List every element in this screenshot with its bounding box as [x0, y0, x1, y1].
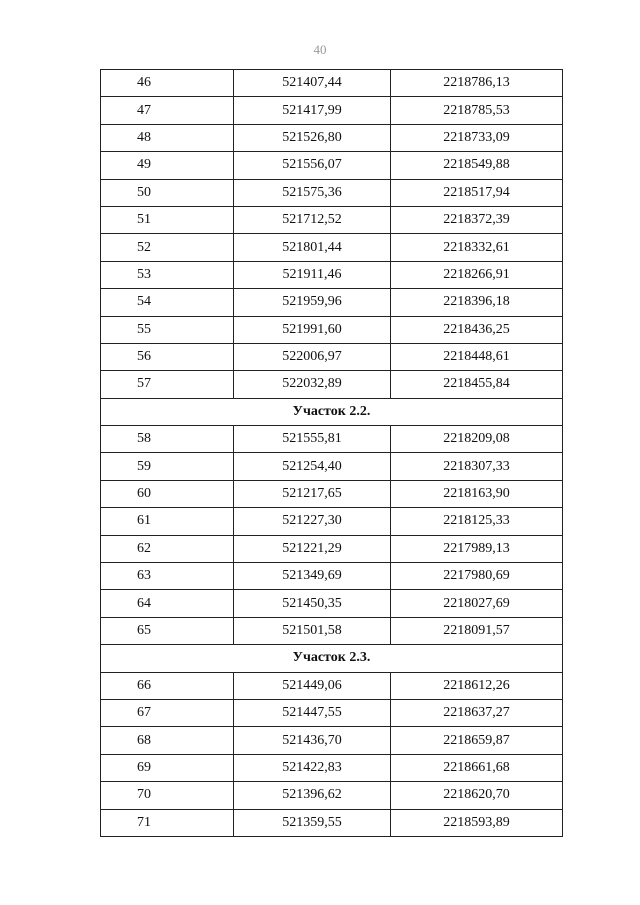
y-coordinate-cell: 2218372,39: [391, 206, 563, 233]
x-coordinate-cell: 521407,44: [234, 70, 391, 97]
y-coordinate-cell: 2218027,69: [391, 590, 563, 617]
table-row: [101, 727, 563, 754]
y-coordinate-cell: 2218396,18: [391, 289, 563, 316]
x-coordinate-cell: 521436,70: [234, 727, 391, 754]
point-number-cell: 56: [101, 343, 234, 370]
y-coordinate-cell: 2218448,61: [391, 343, 563, 370]
y-coordinate-cell: 2218786,13: [391, 70, 563, 97]
point-number-cell: 69: [101, 754, 234, 781]
table-row: [101, 426, 563, 453]
table-row: [101, 809, 563, 836]
point-number-cell: 49: [101, 152, 234, 179]
table-row: [101, 152, 563, 179]
point-number-cell: 60: [101, 480, 234, 507]
table-row: [101, 234, 563, 261]
point-number-cell: 57: [101, 371, 234, 398]
y-coordinate-cell: 2218612,26: [391, 672, 563, 699]
point-number-cell: 63: [101, 563, 234, 590]
point-number-cell: 51: [101, 206, 234, 233]
x-coordinate-cell: 521422,83: [234, 754, 391, 781]
x-coordinate-cell: 521555,81: [234, 426, 391, 453]
table-row: [101, 590, 563, 617]
point-number-cell: 62: [101, 535, 234, 562]
table-row: [101, 343, 563, 370]
section-heading: Участок 2.3.: [101, 645, 563, 672]
table-row: [101, 371, 563, 398]
point-number-cell: 55: [101, 316, 234, 343]
x-coordinate-cell: 521227,30: [234, 508, 391, 535]
table-row: [101, 782, 563, 809]
point-number-cell: 64: [101, 590, 234, 617]
y-coordinate-cell: 2218549,88: [391, 152, 563, 179]
y-coordinate-cell: 2218620,70: [391, 782, 563, 809]
table-row: [101, 289, 563, 316]
y-coordinate-cell: 2218163,90: [391, 480, 563, 507]
y-coordinate-cell: 2218785,53: [391, 97, 563, 124]
point-number-cell: 71: [101, 809, 234, 836]
table-row: [101, 480, 563, 507]
point-number-cell: 67: [101, 699, 234, 726]
y-coordinate-cell: 2218125,33: [391, 508, 563, 535]
point-number-cell: 58: [101, 426, 234, 453]
coordinates-table-body: [101, 70, 563, 837]
y-coordinate-cell: 2218332,61: [391, 234, 563, 261]
y-coordinate-cell: 2218517,94: [391, 179, 563, 206]
x-coordinate-cell: 521556,07: [234, 152, 391, 179]
section-heading: Участок 2.2.: [101, 398, 563, 425]
x-coordinate-cell: 522006,97: [234, 343, 391, 370]
x-coordinate-cell: 521396,62: [234, 782, 391, 809]
table-row: [101, 97, 563, 124]
point-number-cell: 59: [101, 453, 234, 480]
x-coordinate-cell: 521991,60: [234, 316, 391, 343]
x-coordinate-cell: 521526,80: [234, 124, 391, 151]
x-coordinate-cell: 521911,46: [234, 261, 391, 288]
y-coordinate-cell: 2218307,33: [391, 453, 563, 480]
point-number-cell: 61: [101, 508, 234, 535]
table-row: [101, 206, 563, 233]
table-row: [101, 699, 563, 726]
point-number-cell: 48: [101, 124, 234, 151]
x-coordinate-cell: 521217,65: [234, 480, 391, 507]
x-coordinate-cell: 522032,89: [234, 371, 391, 398]
y-coordinate-cell: 2218091,57: [391, 617, 563, 644]
x-coordinate-cell: 521450,35: [234, 590, 391, 617]
table-row: [101, 617, 563, 644]
table-row: [101, 563, 563, 590]
table-row: [101, 535, 563, 562]
x-coordinate-cell: 521447,55: [234, 699, 391, 726]
table-row: [101, 754, 563, 781]
y-coordinate-cell: 2218455,84: [391, 371, 563, 398]
point-number-cell: 52: [101, 234, 234, 261]
x-coordinate-cell: 521959,96: [234, 289, 391, 316]
section-row: [101, 398, 563, 425]
y-coordinate-cell: 2217989,13: [391, 535, 563, 562]
x-coordinate-cell: 521349,69: [234, 563, 391, 590]
y-coordinate-cell: 2218637,27: [391, 699, 563, 726]
x-coordinate-cell: 521575,36: [234, 179, 391, 206]
page-number: 40: [313, 42, 327, 57]
x-coordinate-cell: 521254,40: [234, 453, 391, 480]
x-coordinate-cell: 521712,52: [234, 206, 391, 233]
x-coordinate-cell: 521501,58: [234, 617, 391, 644]
x-coordinate-cell: 521359,55: [234, 809, 391, 836]
y-coordinate-cell: 2217980,69: [391, 563, 563, 590]
x-coordinate-cell: 521221,29: [234, 535, 391, 562]
x-coordinate-cell: 521417,99: [234, 97, 391, 124]
table-row: [101, 316, 563, 343]
y-coordinate-cell: 2218266,91: [391, 261, 563, 288]
table-row: [101, 508, 563, 535]
point-number-cell: 50: [101, 179, 234, 206]
y-coordinate-cell: 2218593,89: [391, 809, 563, 836]
section-row: [101, 645, 563, 672]
y-coordinate-cell: 2218436,25: [391, 316, 563, 343]
point-number-cell: 47: [101, 97, 234, 124]
table-row: [101, 672, 563, 699]
point-number-cell: 65: [101, 617, 234, 644]
table-row: [101, 70, 563, 97]
y-coordinate-cell: 2218659,87: [391, 727, 563, 754]
table-row: [101, 453, 563, 480]
point-number-cell: 53: [101, 261, 234, 288]
point-number-cell: 66: [101, 672, 234, 699]
point-number-cell: 46: [101, 70, 234, 97]
x-coordinate-cell: 521449,06: [234, 672, 391, 699]
table-row: [101, 261, 563, 288]
table-row: [101, 124, 563, 151]
point-number-cell: 70: [101, 782, 234, 809]
coordinates-table: [100, 69, 563, 837]
table-row: [101, 179, 563, 206]
y-coordinate-cell: 2218733,09: [391, 124, 563, 151]
x-coordinate-cell: 521801,44: [234, 234, 391, 261]
point-number-cell: 68: [101, 727, 234, 754]
point-number-cell: 54: [101, 289, 234, 316]
y-coordinate-cell: 2218209,08: [391, 426, 563, 453]
y-coordinate-cell: 2218661,68: [391, 754, 563, 781]
